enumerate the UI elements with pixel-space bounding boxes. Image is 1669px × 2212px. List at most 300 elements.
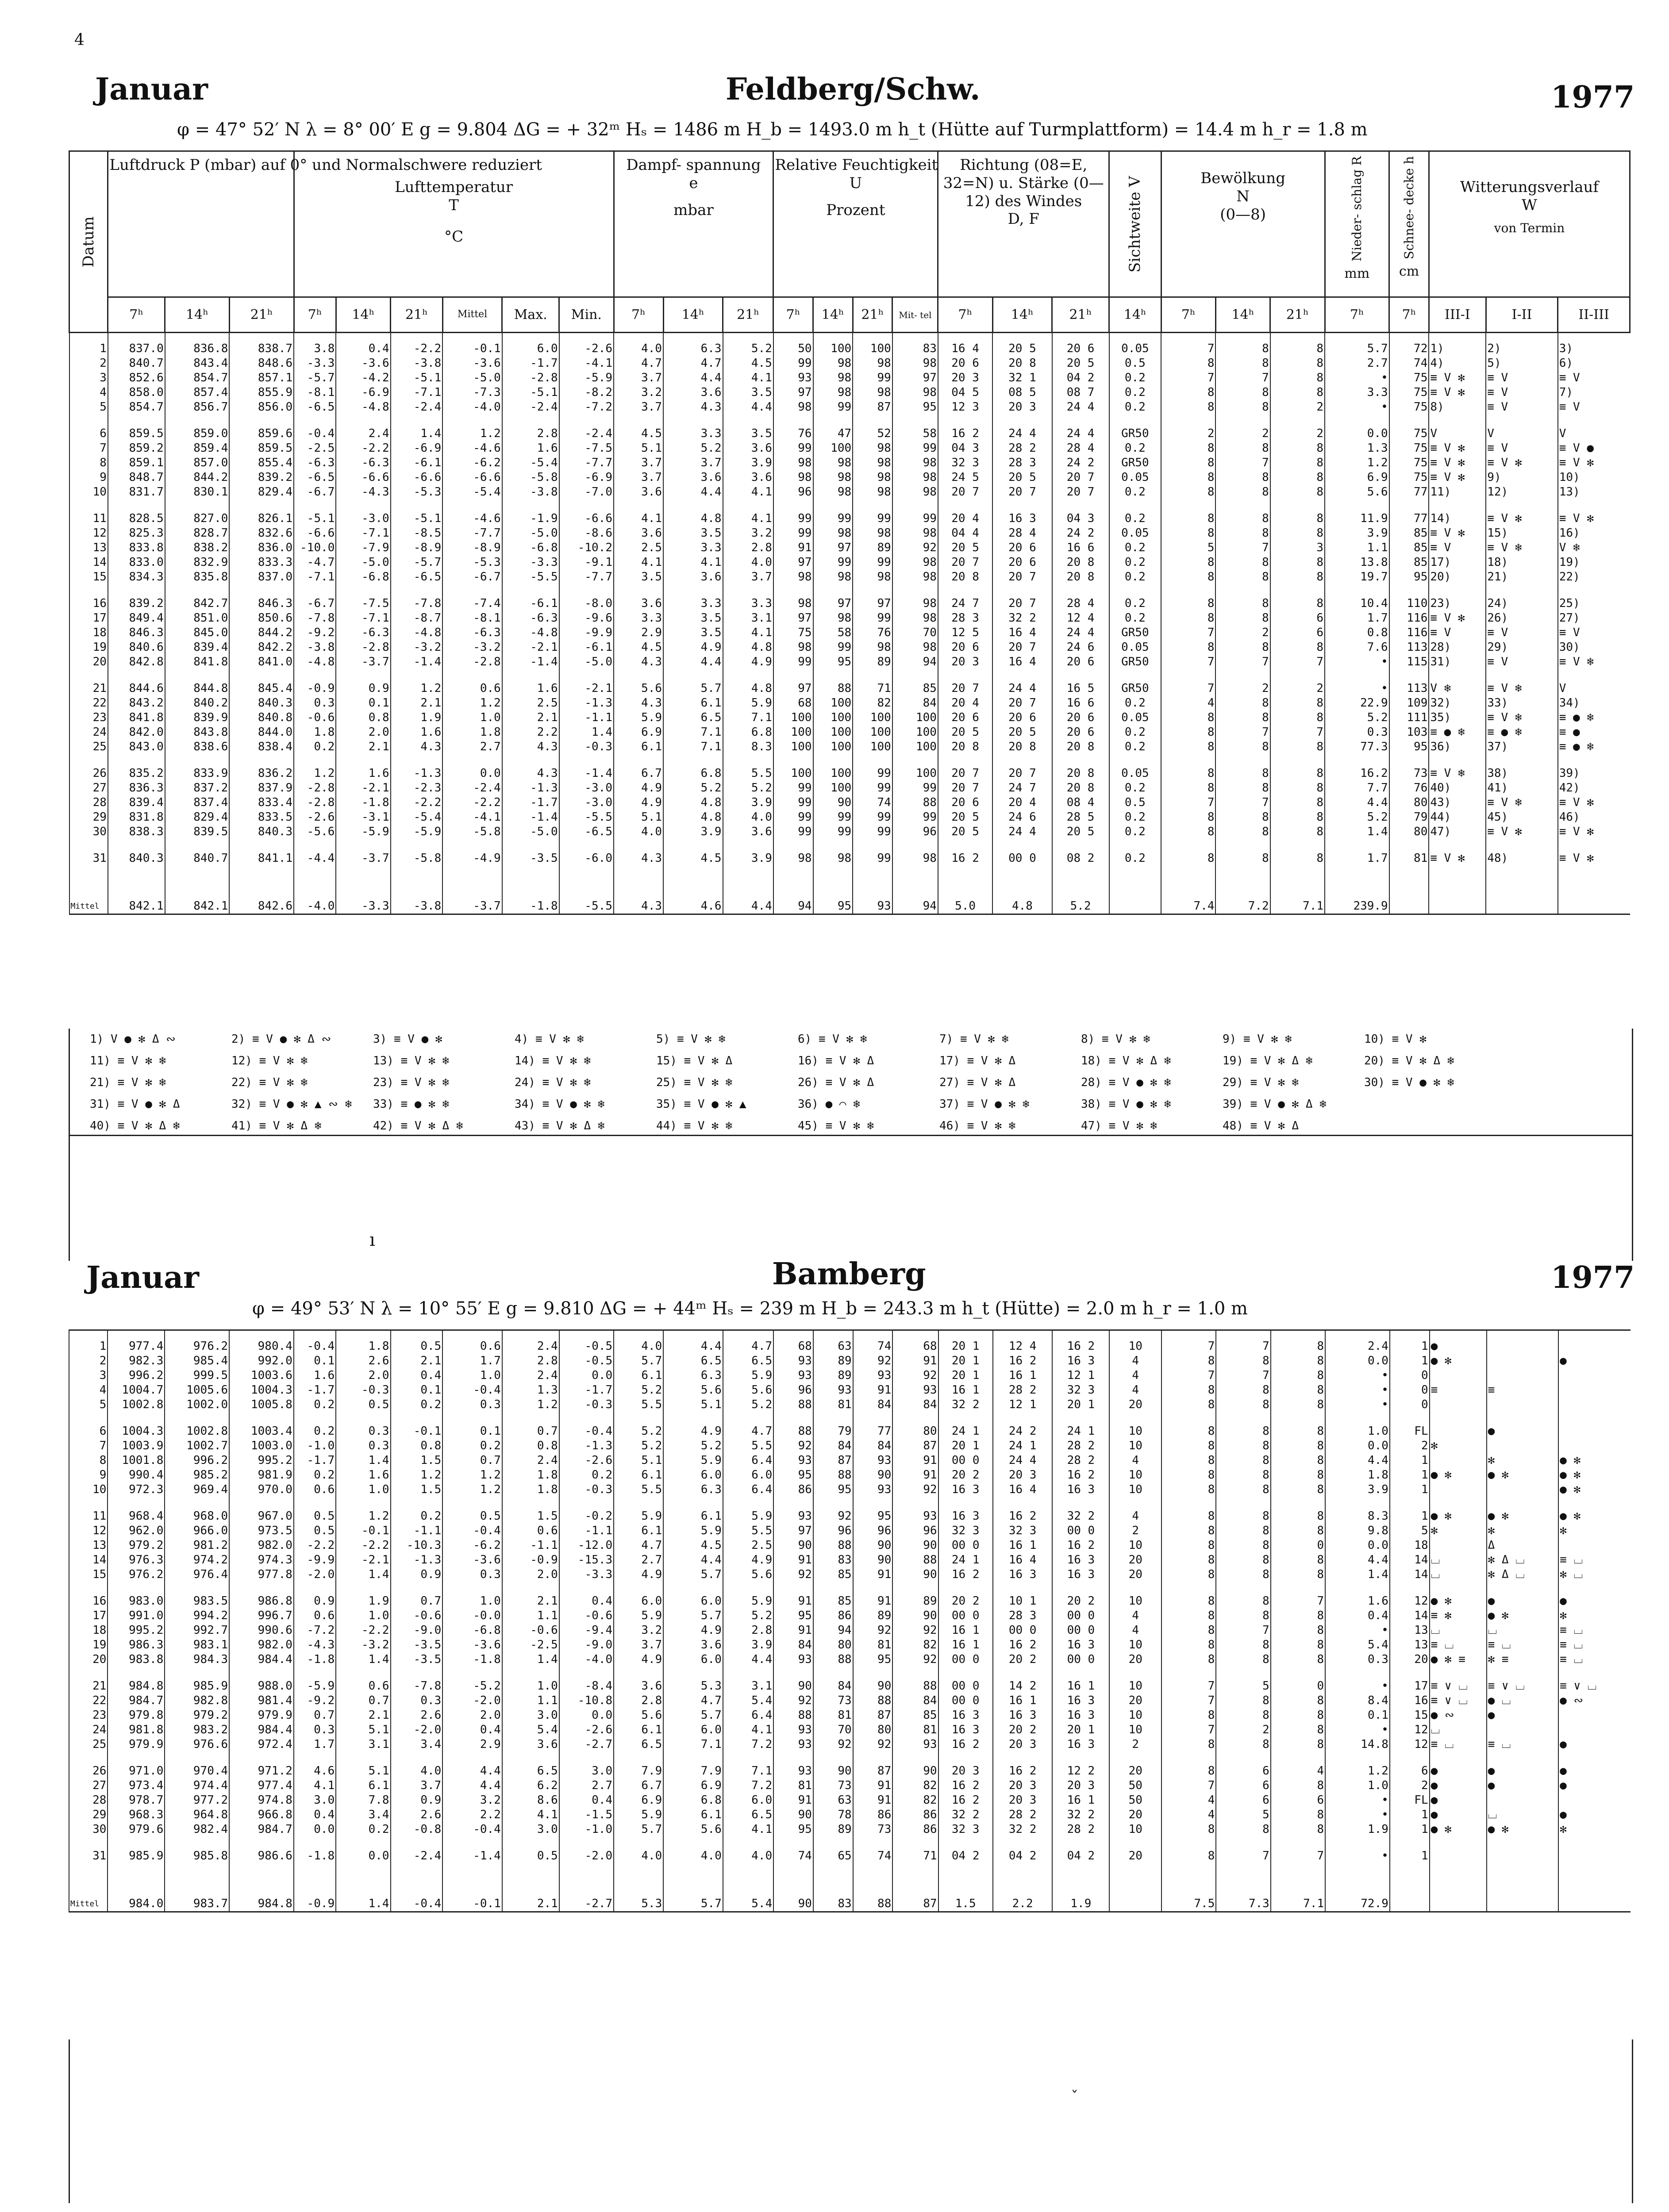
data-cell: 20 5 xyxy=(938,825,992,839)
data-cell: 65 xyxy=(813,1849,853,1863)
table-row xyxy=(69,851,1630,866)
spacer-cell xyxy=(1325,1752,1390,1764)
data-cell: 16 3 xyxy=(938,1509,993,1524)
data-cell: 98 xyxy=(773,570,813,584)
footnote-line xyxy=(70,1094,1632,1115)
data-cell: -5.8 xyxy=(391,851,443,866)
data-cell: 95 xyxy=(773,1822,813,1837)
data-cell: 1.2 xyxy=(391,681,443,696)
spacer-cell xyxy=(1109,1667,1161,1679)
spacer-cell xyxy=(892,1330,938,1339)
data-cell: 32 2 xyxy=(1052,1808,1109,1822)
data-cell: 52 xyxy=(853,426,892,441)
data-cell: 88 xyxy=(813,681,853,696)
data-cell: GR50 xyxy=(1109,681,1161,696)
day-cell: 27 xyxy=(69,781,108,795)
data-cell: 8 xyxy=(1161,1383,1216,1398)
data-cell: 991.0 xyxy=(108,1609,165,1623)
data-cell: 8 xyxy=(1161,1849,1216,1863)
climate-table xyxy=(69,150,1631,915)
data-cell: 855.4 xyxy=(229,456,294,470)
data-cell: 16 1 xyxy=(993,1368,1053,1383)
data-cell: 1 xyxy=(1390,1509,1430,1524)
spacer-cell xyxy=(1215,754,1270,766)
data-cell: 98 xyxy=(853,470,892,485)
data-cell: 831.7 xyxy=(108,485,165,499)
spacer-cell xyxy=(391,1582,443,1594)
data-cell: 0.3 xyxy=(442,1398,502,1412)
data-cell: 6.9 xyxy=(614,1793,663,1808)
data-cell: 4.1 xyxy=(294,1778,336,1793)
data-cell: ≡ V ✻ xyxy=(1558,825,1630,839)
data-cell: 8 xyxy=(1271,1708,1325,1723)
data-cell: 5.2 xyxy=(663,1439,723,1453)
spacer-cell xyxy=(165,1752,229,1764)
data-cell: 100 xyxy=(892,725,938,740)
data-cell: 7 xyxy=(1216,1368,1270,1383)
data-cell: 100 xyxy=(892,710,938,725)
data-cell: 0.3 xyxy=(391,1694,443,1708)
data-cell xyxy=(1487,1439,1559,1453)
data-cell: 0.05 xyxy=(1109,766,1161,781)
data-cell: 86 xyxy=(813,1609,853,1623)
data-cell: • xyxy=(1325,681,1389,696)
spacer-cell xyxy=(1325,1497,1390,1509)
data-cell: 70 xyxy=(892,626,938,640)
data-cell: -2.1 xyxy=(336,781,390,795)
data-cell: 8 xyxy=(1215,611,1270,626)
data-cell: 0.4 xyxy=(391,1368,443,1383)
spacer-cell xyxy=(1109,1752,1161,1764)
data-cell: 4.8 xyxy=(723,681,773,696)
spacer-cell xyxy=(1270,333,1325,342)
spacer-cell xyxy=(723,1752,773,1764)
spacer-cell xyxy=(1486,754,1557,766)
data-cell: 42) xyxy=(1558,781,1630,795)
data-cell: 98 xyxy=(892,851,938,866)
data-cell: 24 1 xyxy=(993,1439,1053,1453)
data-cell: -6.3 xyxy=(442,626,502,640)
spacer-cell xyxy=(1486,669,1557,681)
data-cell: 116 xyxy=(1389,626,1429,640)
spacer-cell xyxy=(108,839,165,851)
data-cell: 98 xyxy=(853,640,892,655)
data-cell: 89 xyxy=(813,1354,853,1368)
data-cell: 99 xyxy=(773,356,813,371)
data-cell: 8 xyxy=(1161,1764,1216,1778)
data-cell: ✻ ⌴ xyxy=(1558,1567,1631,1582)
data-cell: 5 xyxy=(1216,1679,1270,1694)
data-cell: 76 xyxy=(853,626,892,640)
data-cell: -6.6 xyxy=(294,526,336,541)
data-cell: 85 xyxy=(813,1594,853,1609)
spacer-cell xyxy=(1161,1667,1216,1679)
data-cell: 20 6 xyxy=(938,710,992,725)
data-cell: 4 xyxy=(1109,1354,1161,1368)
data-cell: ≡ ● ❄ xyxy=(1486,725,1557,740)
data-cell: 8 xyxy=(1161,1553,1216,1567)
spacer-cell xyxy=(614,669,663,681)
data-cell: 16 2 xyxy=(993,1354,1053,1368)
spacer-cell xyxy=(69,584,108,596)
data-cell: 20 8 xyxy=(1052,781,1109,795)
data-cell: 977.4 xyxy=(108,1339,165,1354)
table-row xyxy=(69,426,1630,441)
data-cell: 13.8 xyxy=(1325,555,1389,570)
data-cell: 6.9 xyxy=(1325,470,1389,485)
data-cell: • xyxy=(1325,1849,1390,1863)
data-cell: -1.3 xyxy=(391,1553,443,1567)
spacer-cell xyxy=(442,1667,502,1679)
spacer-cell xyxy=(1486,584,1557,596)
spacer-cell xyxy=(1052,499,1109,511)
spacer-cell xyxy=(69,1582,108,1594)
data-cell: 992.7 xyxy=(165,1623,229,1638)
data-cell: 100 xyxy=(813,342,853,356)
data-cell: 1.2 xyxy=(442,1468,502,1482)
spacer-cell xyxy=(294,584,336,596)
data-cell: ≡ V ✻ xyxy=(1429,611,1486,626)
data-cell: 4.0 xyxy=(723,1849,773,1863)
data-cell: 04 2 xyxy=(993,1849,1053,1863)
data-cell: 20 4 xyxy=(938,696,992,710)
spacer-cell xyxy=(294,499,336,511)
data-cell: 4.5 xyxy=(614,640,663,655)
footnote-item: 14) ≡ V ✻ ❄ xyxy=(515,1054,591,1068)
data-cell: -1.0 xyxy=(294,1439,336,1453)
spacer-cell xyxy=(336,669,390,681)
data-cell: 98 xyxy=(813,456,853,470)
spacer-cell xyxy=(502,1412,559,1424)
spacer-cell xyxy=(1486,499,1557,511)
data-cell: -9.2 xyxy=(294,626,336,640)
spacer-cell xyxy=(442,1330,502,1339)
data-cell: 87 xyxy=(853,400,892,415)
data-cell: 981.8 xyxy=(108,1723,165,1737)
data-cell: 5.9 xyxy=(663,1524,723,1538)
data-cell: 08 7 xyxy=(1052,385,1109,400)
footnotes xyxy=(69,1029,1633,1136)
data-cell: 981.2 xyxy=(165,1538,229,1553)
day-cell: 8 xyxy=(69,456,108,470)
data-cell: -5.4 xyxy=(502,456,559,470)
data-cell: 1 xyxy=(1390,1354,1430,1368)
data-cell: 91 xyxy=(853,1567,893,1582)
data-cell: 16 4 xyxy=(992,655,1052,669)
data-cell: 32 3 xyxy=(938,456,992,470)
data-cell: 98 xyxy=(853,526,892,541)
data-cell: 1 xyxy=(1390,1822,1430,1837)
data-cell: -8.4 xyxy=(559,1679,614,1694)
data-cell: 5.9 xyxy=(723,1509,773,1524)
col-tmax: Max. xyxy=(502,297,559,333)
data-cell: 844.2 xyxy=(165,470,230,485)
spacer-cell xyxy=(1161,1582,1216,1594)
footnote-item: 12) ≡ V ✻ ❄ xyxy=(231,1054,308,1068)
data-cell: 5.1 xyxy=(614,441,663,456)
data-cell: 7 xyxy=(1161,1339,1216,1354)
spacer-cell xyxy=(723,584,773,596)
data-cell: 00 0 xyxy=(1052,1623,1109,1638)
day-cell: 20 xyxy=(69,1652,108,1667)
data-cell: 81 xyxy=(813,1398,853,1412)
data-cell: 80 xyxy=(853,1723,893,1737)
wind-symbol: D, F xyxy=(1008,210,1039,228)
data-cell: 1.4 xyxy=(336,1453,390,1468)
data-cell: 63 xyxy=(813,1339,853,1354)
data-cell: 6.4 xyxy=(723,1453,773,1468)
data-cell: -3.3 xyxy=(502,555,559,570)
data-cell: 4.0 xyxy=(391,1764,443,1778)
data-cell: 8 xyxy=(1215,810,1270,825)
data-cell: -3.7 xyxy=(442,866,502,914)
footnote-item: 3) ≡ V ● ✻ xyxy=(373,1033,442,1046)
data-cell: 7 xyxy=(1216,1623,1270,1638)
group-spacer xyxy=(69,1497,1631,1509)
data-cell: 7.9 xyxy=(663,1764,723,1778)
data-cell: 968.0 xyxy=(165,1509,229,1524)
data-cell: 20 1 xyxy=(938,1339,993,1354)
footnote-item: 8) ≡ V ✻ ❄ xyxy=(1081,1033,1150,1046)
data-cell: 2.6 xyxy=(391,1808,443,1822)
day-cell: 6 xyxy=(69,426,108,441)
data-cell: 2.0 xyxy=(502,1567,559,1582)
spacer-cell xyxy=(1429,754,1486,766)
data-cell: 1003.4 xyxy=(229,1424,294,1439)
spacer-cell xyxy=(1487,1667,1559,1679)
data-cell: 6 xyxy=(1270,626,1325,640)
data-cell: 6.3 xyxy=(663,1368,723,1383)
data-cell: 0.2 xyxy=(294,740,336,754)
spacer-cell xyxy=(1390,1837,1430,1849)
spacer-cell xyxy=(663,1667,723,1679)
data-cell: 80 xyxy=(1389,825,1429,839)
spacer-cell xyxy=(1052,1837,1109,1849)
spacer-cell xyxy=(229,1582,294,1594)
data-cell: 8 xyxy=(1215,511,1270,526)
data-cell: -6.7 xyxy=(442,570,502,584)
data-cell: 20 1 xyxy=(1052,1398,1109,1412)
data-cell: 7.7 xyxy=(1325,781,1389,795)
data-cell: ≡ V xyxy=(1558,400,1630,415)
spacer-cell xyxy=(502,1752,559,1764)
data-cell: ● ✻ xyxy=(1430,1354,1487,1368)
table-row xyxy=(69,810,1630,825)
data-cell: 857.1 xyxy=(229,371,294,385)
table-row xyxy=(69,1538,1631,1553)
spacer-cell xyxy=(938,1837,993,1849)
spacer-cell xyxy=(559,1330,614,1339)
data-cell: 1 xyxy=(1390,1339,1430,1354)
data-cell: -2.0 xyxy=(294,1567,336,1582)
data-cell: 32 3 xyxy=(938,1524,993,1538)
footnote-item: 47) ≡ V ✻ ❄ xyxy=(1081,1119,1158,1133)
data-cell: -6.6 xyxy=(559,511,614,526)
data-cell: 94 xyxy=(892,866,938,914)
data-cell: 0.5 xyxy=(502,1849,559,1863)
data-cell: 0 xyxy=(1271,1538,1325,1553)
data-cell: 8 xyxy=(1161,710,1215,725)
data-cell: 0.3 xyxy=(1325,725,1389,740)
data-cell: -2.6 xyxy=(559,342,614,356)
data-cell: -2.0 xyxy=(559,1849,614,1863)
page-number: 4 xyxy=(74,31,85,49)
data-cell: 90 xyxy=(853,1538,893,1553)
data-cell: 3.2 xyxy=(614,385,663,400)
day-cell: Mittel xyxy=(69,1863,108,1912)
footnote-line xyxy=(70,1072,1632,1094)
spacer-cell xyxy=(1161,1497,1216,1509)
col-t14: 14ʰ xyxy=(336,297,390,333)
data-cell: 968.3 xyxy=(108,1808,165,1822)
data-cell: 8 xyxy=(1216,1737,1270,1752)
data-cell: -1.7 xyxy=(502,356,559,371)
data-cell: 88 xyxy=(853,1694,893,1708)
data-cell: 8 xyxy=(1215,385,1270,400)
data-cell: 6.0 xyxy=(614,1594,663,1609)
spacer-cell xyxy=(1389,499,1429,511)
data-cell: 17) xyxy=(1429,555,1486,570)
data-cell: -0.3 xyxy=(336,1383,390,1398)
data-cell: 833.4 xyxy=(229,795,294,810)
table-row xyxy=(69,541,1630,555)
data-cell: 99 xyxy=(853,766,892,781)
data-cell: 6.5 xyxy=(663,1354,723,1368)
data-cell: 10 xyxy=(1109,1424,1161,1439)
data-cell: 8 xyxy=(1161,526,1215,541)
data-cell: 4.3 xyxy=(663,400,723,415)
data-cell: 3.7 xyxy=(391,1778,443,1793)
spacer-cell xyxy=(853,333,892,342)
data-cell: 977.8 xyxy=(229,1567,294,1582)
data-cell: 111 xyxy=(1389,710,1429,725)
data-cell: 2.8 xyxy=(502,1354,559,1368)
data-cell: -4.2 xyxy=(336,371,390,385)
data-cell: 1001.8 xyxy=(108,1453,165,1468)
data-cell: 16 4 xyxy=(993,1553,1053,1567)
data-cell: ≡ V ✻ xyxy=(1486,456,1557,470)
data-cell: 1.0 xyxy=(442,1594,502,1609)
data-cell: 1.2 xyxy=(391,1468,443,1482)
data-cell: 984.7 xyxy=(108,1694,165,1708)
table-row xyxy=(69,570,1630,584)
col-p14: 14ʰ xyxy=(165,297,230,333)
data-cell: 4 xyxy=(1271,1764,1325,1778)
nieder-header xyxy=(1325,151,1389,297)
spacer-cell xyxy=(1161,333,1215,342)
data-cell: -0.4 xyxy=(294,426,336,441)
data-cell: 1.9 xyxy=(391,710,443,725)
spacer-cell xyxy=(1429,499,1486,511)
dampf-symbol: e xyxy=(689,174,698,192)
data-cell: 962.0 xyxy=(108,1524,165,1538)
data-cell: 4.9 xyxy=(663,1623,723,1638)
data-cell: 88 xyxy=(813,1538,853,1553)
data-cell: 2.1 xyxy=(502,710,559,725)
data-cell: 20 6 xyxy=(938,640,992,655)
spacer-cell xyxy=(1325,1667,1390,1679)
data-cell: 6.1 xyxy=(336,1778,390,1793)
spacer-cell xyxy=(853,1752,893,1764)
data-cell: 0.7 xyxy=(442,1453,502,1468)
data-cell: 844.6 xyxy=(108,681,165,696)
data-cell: 98 xyxy=(892,555,938,570)
day-cell: 15 xyxy=(69,570,108,584)
data-cell: -0.9 xyxy=(294,681,336,696)
data-cell: 7 xyxy=(1271,1849,1325,1863)
data-cell: 85 xyxy=(813,1567,853,1582)
data-cell: 98 xyxy=(853,441,892,456)
data-cell: 20 5 xyxy=(938,810,992,825)
col-ww2: I-II xyxy=(1486,297,1557,333)
spacer-cell xyxy=(294,1752,336,1764)
data-cell xyxy=(1487,1339,1559,1354)
data-cell: 4.1 xyxy=(502,1808,559,1822)
data-cell: -8.2 xyxy=(559,385,614,400)
data-cell: -9.9 xyxy=(294,1553,336,1567)
data-cell: 16 2 xyxy=(1052,1538,1109,1553)
data-cell: 78 xyxy=(813,1808,853,1822)
data-cell: 100 xyxy=(773,710,813,725)
spacer-cell xyxy=(663,1582,723,1594)
data-cell: 984.3 xyxy=(165,1652,229,1667)
data-cell: 840.7 xyxy=(165,851,230,866)
data-cell: 8 xyxy=(1270,851,1325,866)
data-cell: 8 xyxy=(1161,740,1215,754)
data-cell: 20 xyxy=(1109,1398,1161,1412)
data-cell: 20 7 xyxy=(938,555,992,570)
spacer-cell xyxy=(773,1412,813,1424)
data-cell: 4.1 xyxy=(723,1723,773,1737)
spacer-cell xyxy=(502,1667,559,1679)
data-cell: 8 xyxy=(1215,485,1270,499)
data-cell: 13 xyxy=(1390,1638,1430,1652)
data-cell: 04 2 xyxy=(1052,371,1109,385)
data-cell: 1.8 xyxy=(502,1482,559,1497)
footnote-item: 36) ● ⌒ ❄ xyxy=(798,1098,860,1111)
data-cell: 0.2 xyxy=(1109,541,1161,555)
data-cell: 857.4 xyxy=(165,385,230,400)
data-cell: 88 xyxy=(813,1468,853,1482)
data-cell: 94 xyxy=(892,655,938,669)
data-cell: 38) xyxy=(1486,766,1557,781)
data-cell: 72 xyxy=(1389,342,1429,356)
spacer-cell xyxy=(165,584,230,596)
data-cell: -8.9 xyxy=(442,541,502,555)
data-cell: 8.3 xyxy=(723,740,773,754)
data-cell: 3.0 xyxy=(294,1793,336,1808)
data-cell: -4.8 xyxy=(502,626,559,640)
data-cell: 20 5 xyxy=(992,342,1052,356)
data-cell: 840.2 xyxy=(165,696,230,710)
data-cell: 98 xyxy=(813,385,853,400)
dampf-header xyxy=(614,151,773,297)
data-cell: -6.8 xyxy=(502,541,559,555)
witter-sub: von Termin xyxy=(1494,220,1565,235)
data-cell: -0.6 xyxy=(502,1623,559,1638)
data-cell: -7.8 xyxy=(391,1679,443,1694)
data-cell: 0.3 xyxy=(294,696,336,710)
data-cell: 976.4 xyxy=(165,1567,229,1582)
data-cell: 0.0 xyxy=(559,1708,614,1723)
data-cell: 7 xyxy=(1215,795,1270,810)
data-cell: 986.3 xyxy=(108,1638,165,1652)
spacer-cell xyxy=(165,1667,229,1679)
data-cell: 854.7 xyxy=(165,371,230,385)
data-cell: 840.3 xyxy=(229,696,294,710)
data-cell: 8 xyxy=(1271,1354,1325,1368)
table-row xyxy=(69,1793,1631,1808)
